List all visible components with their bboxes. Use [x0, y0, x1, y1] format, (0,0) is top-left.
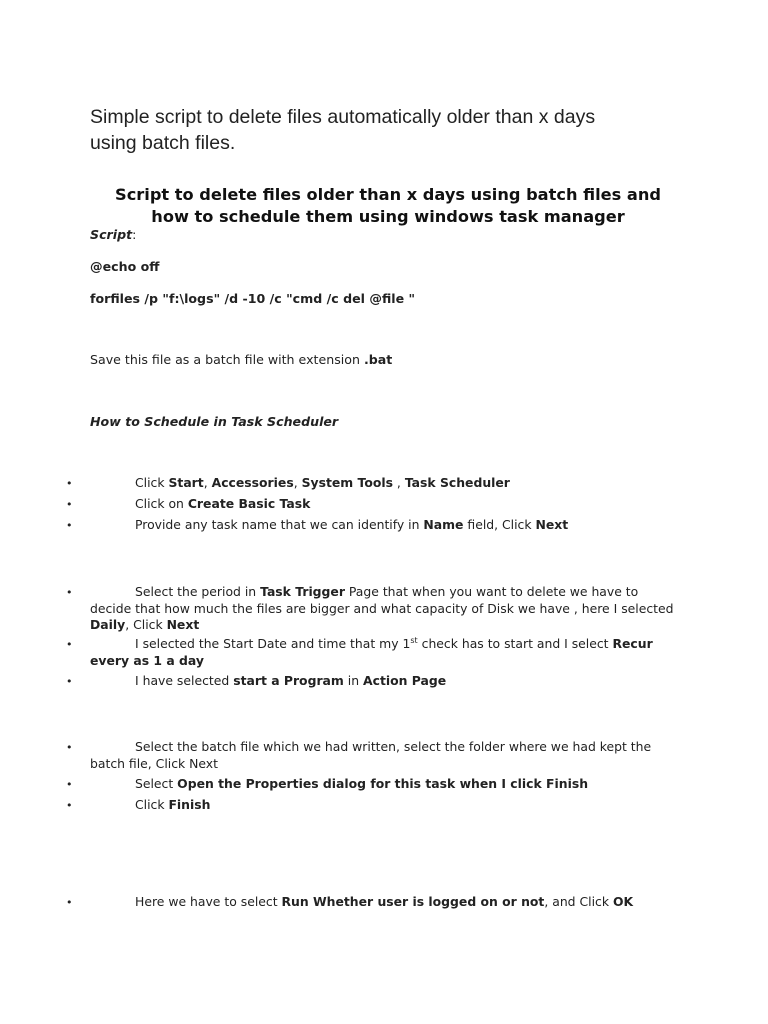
- bullet-icon: •: [66, 498, 73, 511]
- list-item-text: Create Basic Task: [187, 496, 311, 511]
- save-instruction: [90, 351, 392, 368]
- list-item-text: Here we have to select: [135, 894, 282, 909]
- list-item-text: ,: [203, 475, 212, 490]
- list-item-text: Click: [135, 797, 169, 812]
- list-item-text: Accessories: [211, 475, 294, 490]
- list-item-text: field, Click: [463, 517, 536, 532]
- bullet-icon: •: [66, 638, 73, 651]
- script-echo-line: @echo off: [90, 259, 160, 274]
- list-item-text: Select: [135, 776, 178, 791]
- list-item-text: Select the batch file which we had written, select the folder where we had kept the batch file, Click Next: [90, 739, 652, 771]
- list-item-text: I have selected: [135, 673, 234, 688]
- list-item-text: Next: [535, 517, 569, 532]
- intro-paragraph: [90, 104, 690, 156]
- list-item: [90, 673, 680, 690]
- list-item-text: Page that when you want to delete we have to decide that how much the files are bigger and what capacity of Disk we have , here I selected: [90, 584, 674, 616]
- list-item-text: Start: [168, 475, 204, 490]
- save-extension: .bat: [363, 352, 393, 367]
- list-item: [90, 739, 680, 772]
- list-item-text: Open the Properties dialog for this task when I click Finish: [177, 776, 589, 791]
- list-item-text: ,: [392, 475, 405, 490]
- list-item: [90, 475, 680, 492]
- list-item: [90, 496, 680, 513]
- list-item-text: Select the period in: [135, 584, 261, 599]
- heading-line-2: how to schedule them using windows task manager: [151, 207, 625, 226]
- list-item-text: start a Program: [233, 673, 344, 688]
- list-item-text: Daily: [90, 617, 126, 632]
- intro-line-2: using batch files.: [90, 132, 236, 154]
- list-item-text: Name: [423, 517, 464, 532]
- list-item-text: Action Page: [363, 673, 447, 688]
- list-item-text: ,: [293, 475, 302, 490]
- list-item: [90, 517, 680, 534]
- script-command-line: forfiles /p "f:\logs" /d -10 /c "cmd /c del @file ": [90, 291, 416, 306]
- list-item-text: Next: [166, 617, 200, 632]
- bullet-icon: •: [66, 586, 73, 599]
- bullet-icon: •: [66, 477, 73, 490]
- list-item-text: Recur every as 1 a day: [90, 636, 653, 668]
- script-label-colon: :: [132, 227, 137, 242]
- list-item-text: I selected the Start Date and time that my 1: [135, 636, 411, 651]
- list-item-text: in: [343, 673, 364, 688]
- bullet-icon: •: [66, 778, 73, 791]
- list-item-text: , Click: [125, 617, 167, 632]
- list-item: [90, 894, 680, 911]
- bullet-icon: •: [66, 675, 73, 688]
- intro-line-1: Simple script to delete files automatically older than x days: [90, 106, 596, 128]
- bullet-icon: •: [66, 799, 73, 812]
- bullet-icon: •: [66, 741, 73, 754]
- list-item-text: Task Scheduler: [404, 475, 510, 490]
- save-text: Save this file as a batch file with extension: [90, 352, 364, 367]
- list-item-text: check has to start and I select: [417, 636, 613, 651]
- schedule-heading: How to Schedule in Task Scheduler: [90, 414, 339, 429]
- list-item-text: Click: [135, 475, 169, 490]
- bullet-icon: •: [66, 896, 73, 909]
- list-item-text: Run Whether user is logged on or not: [281, 894, 545, 909]
- list-item-text: System Tools: [301, 475, 393, 490]
- list-item-text: Finish: [168, 797, 211, 812]
- list-item: [90, 797, 680, 814]
- list-item-text: OK: [612, 894, 634, 909]
- bullet-icon: •: [66, 519, 73, 532]
- list-item-text: st: [410, 635, 418, 645]
- list-item: [90, 776, 680, 793]
- list-item-text: Click on: [135, 496, 188, 511]
- list-item: [90, 636, 680, 669]
- script-label: Script: [90, 227, 133, 242]
- main-heading: [88, 184, 688, 228]
- list-item-text: , and Click: [544, 894, 613, 909]
- list-item-text: Task Trigger: [260, 584, 345, 599]
- list-item-text: Provide any task name that we can identify in: [135, 517, 424, 532]
- list-item: [90, 584, 680, 634]
- script-label-line: [90, 226, 136, 243]
- heading-line-1: Script to delete files older than x days using batch files and: [115, 185, 661, 204]
